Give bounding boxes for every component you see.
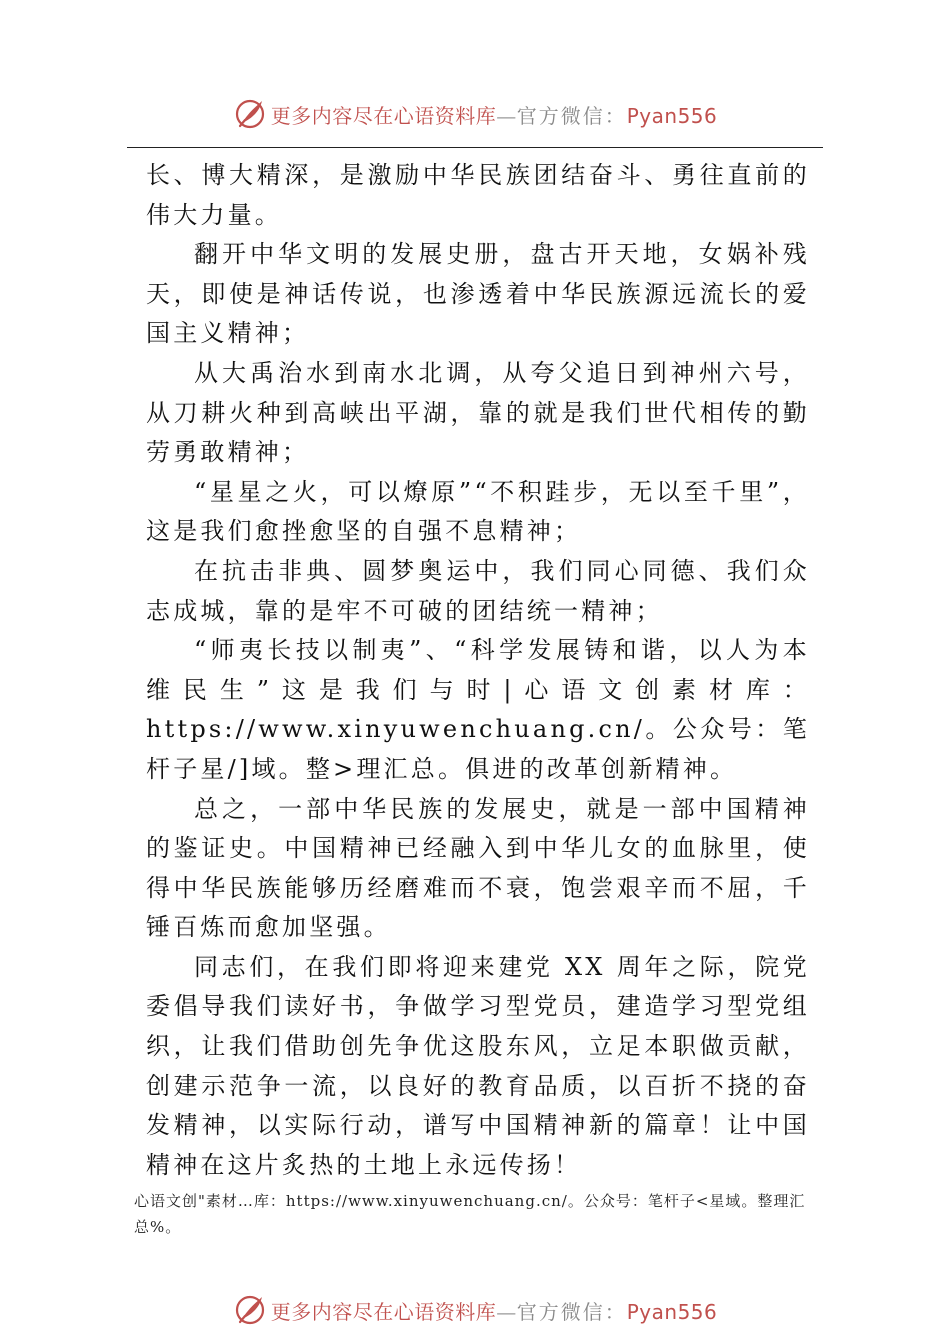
header-dash: —: [496, 103, 517, 128]
paragraph-3: 从大禹治水到南水北调，从夸父追日到神州六号，从刀耕火种到高峡出平湖，靠的就是我们世代相传的勤劳勇敢精神；: [146, 358, 810, 467]
footer-brand-line: [271, 1296, 718, 1325]
footer-wechat-id: Pyan556: [626, 1299, 718, 1324]
footer-banner: [0, 1290, 950, 1330]
paragraph-6: “师夷长技以制夷”、“科学发展铸和谐，以人为本维民生”这是我们与时|心语文创素材库：https://www.xinyuwenchuang.cn/。公众号：笔杆子星/]域。整>理汇总。俱进的改革创新精神。: [146, 636, 810, 783]
quill-pen-seal-icon: [233, 1293, 267, 1327]
header-banner: [0, 94, 950, 134]
document-body: [146, 156, 810, 1185]
header-divider: [127, 147, 823, 148]
quill-pen-seal-icon: [233, 97, 267, 131]
paragraph-4: “星星之火，可以燎原”“不积跬步，无以至千里”，这是我们愈挫愈坚的自强不息精神；: [146, 477, 810, 546]
header-brand-text: 更多内容尽在心语资料库: [270, 103, 497, 128]
paragraph-2: 翻开中华文明的发展史册，盘古开天地，女娲补残天，即使是神话传说，也渗透着中华民族源远流长的爱国主义精神；: [146, 240, 810, 348]
paragraph-1: 长、博大精深，是激励中华民族团结奋斗、勇往直前的伟大力量。: [146, 161, 810, 229]
paragraph-8: 同志们，在我们即将迎来建党 XX 周年之际，院党委倡导我们读好书，争做学习型党员，建造学习型党组织，让我们借助创先争优这股东风，立足本职做贡献，创建示范争一流，以良好的教育品质，以百折不挠的奋发精神，以实际行动，谱写中国精神新的篇章！让中国精神在这片炙热的土地上永远传扬！: [146, 952, 810, 1179]
paragraph-7: 总之，一部中华民族的发展史，就是一部中国精神的鉴证史。中国精神已经融入到中华儿女的血脉里，使得中华民族能够历经磨难而不衰，饱尝艰辛而不屈，千锤百炼而愈加坚强。: [146, 794, 810, 942]
footer-brand-text: 更多内容尽在心语资料库: [270, 1299, 497, 1324]
footer-dash: —: [496, 1299, 517, 1324]
header-brand-line: [271, 100, 718, 129]
footnote-source: 心语文创"素材…库：https://www.xinyuwenchuang.cn/。公众号：笔杆子<星域。整理汇总%。: [134, 1192, 806, 1236]
header-contact-label: 官方微信：: [516, 103, 627, 128]
header-wechat-id: Pyan556: [626, 103, 718, 128]
paragraph-5: 在抗击非典、圆梦奥运中，我们同心同德、我们众志成城，靠的是牢不可破的团结统一精神；: [146, 556, 810, 625]
footer-contact-label: 官方微信：: [516, 1299, 627, 1324]
